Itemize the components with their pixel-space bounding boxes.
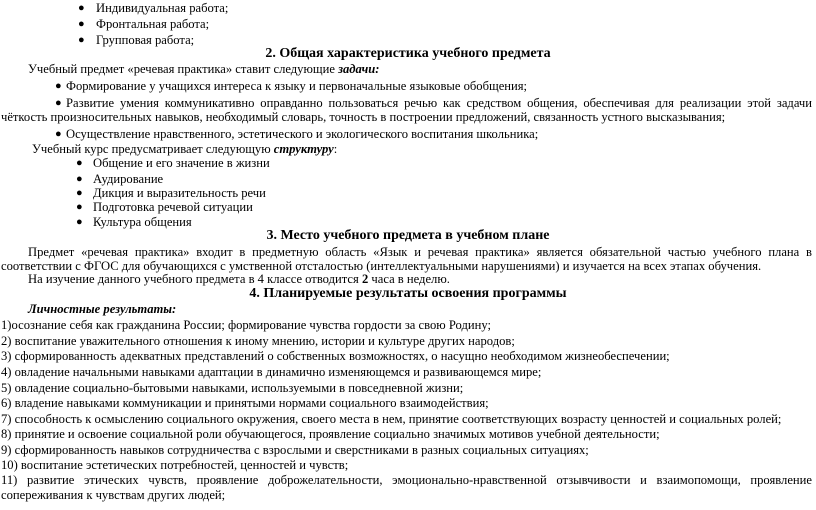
bullet-icon: ● <box>55 80 62 93</box>
bullet-icon: ● <box>76 157 83 170</box>
paragraph: Учебный предмет «речевая практика» ставит следующие задачи: <box>28 62 380 77</box>
list-item: 1)осознание себя как гражданина России; формирование чувства гордости за свою Родину; <box>1 317 491 332</box>
list-item: 11) развитие этических чувств, проявление доброжелательности, эмоционально-нравственной отзывчивости и взаимопомощи, проявление <box>1 472 812 487</box>
list-item: 2) воспитание уважительного отношения к иному мнению, истории и культуре других народов; <box>1 333 515 348</box>
list-item: 3) сформированность адекватных представлений о собственных возможностях, о насущно необходимом жизнеобеспечении; <box>1 348 670 363</box>
bullet-icon: ● <box>78 18 85 30</box>
section-heading: 2. Общая характеристика учебного предмета <box>265 46 551 62</box>
bullet-icon: ● <box>55 128 62 141</box>
section-heading: 4. Планируемые результаты освоения программы <box>249 285 567 301</box>
paragraph-line: соответствии с ФГОС для обучающихся с умственной отсталостью (интеллектуальными нарушениями) и изучается на всех этапах обучения. <box>1 259 762 274</box>
emphasis: структуру <box>273 142 334 157</box>
bullet-icon: ● <box>76 172 83 185</box>
bullet-icon: ● <box>76 200 83 213</box>
subheading: Личностные результаты: <box>28 302 177 317</box>
bullet-icon: ● <box>76 215 83 228</box>
emphasis: задачи: <box>338 62 380 77</box>
list-item: 8) принятие и освоение социальной роли обучающегося, проявление социально значимых мотивов учебной деятельности; <box>1 426 660 441</box>
list-item: 6) владение навыками коммуникации и принятыми нормами социального взаимодействия; <box>1 395 489 410</box>
section-heading: 3. Место учебного предмета в учебном плане <box>266 228 550 243</box>
list-item: 9) сформированность навыков сотрудничества с взрослыми и сверстниками в разных социальных ситуациях; <box>1 442 589 457</box>
hours-count: 2 <box>361 272 369 287</box>
paragraph-line: чёткость произносительных навыков, необходимый словарь, точность в построении предложений, связанность устного высказывания; <box>1 110 726 125</box>
paragraph: Учебный курс предусматривает следующую структуру: <box>32 142 338 157</box>
bullet-icon: ● <box>76 186 83 199</box>
list-item: 5) овладение социально-бытовыми навыками, используемыми в повседневной жизни; <box>1 380 464 395</box>
bullet-icon: ● <box>55 97 62 110</box>
list-item: 4) овладение начальными навыками адаптации в динамично изменяющемся и развивающемся мире; <box>1 364 542 379</box>
list-item: 7) способность к осмыслению социального окружения, своего места в нем, принятие соответствующих возрасту ценностей и социальных ролей; <box>1 411 782 426</box>
list-item-continuation: сопереживания к чувствам других людей; <box>1 488 226 502</box>
paragraph-line: Предмет «речевая практика» входит в предметную область «Язык и речевая практика» является обязательной частью учебного плана в <box>28 244 812 259</box>
paragraph: На изучение данного учебного предмета в 4 классе отводится 2 часа в неделю. <box>28 272 450 287</box>
list-item: 10) воспитание эстетических потребностей, ценностей и чувств; <box>1 457 349 472</box>
bullet-icon: ● <box>78 34 85 46</box>
bullet-icon: ● <box>78 1 85 14</box>
